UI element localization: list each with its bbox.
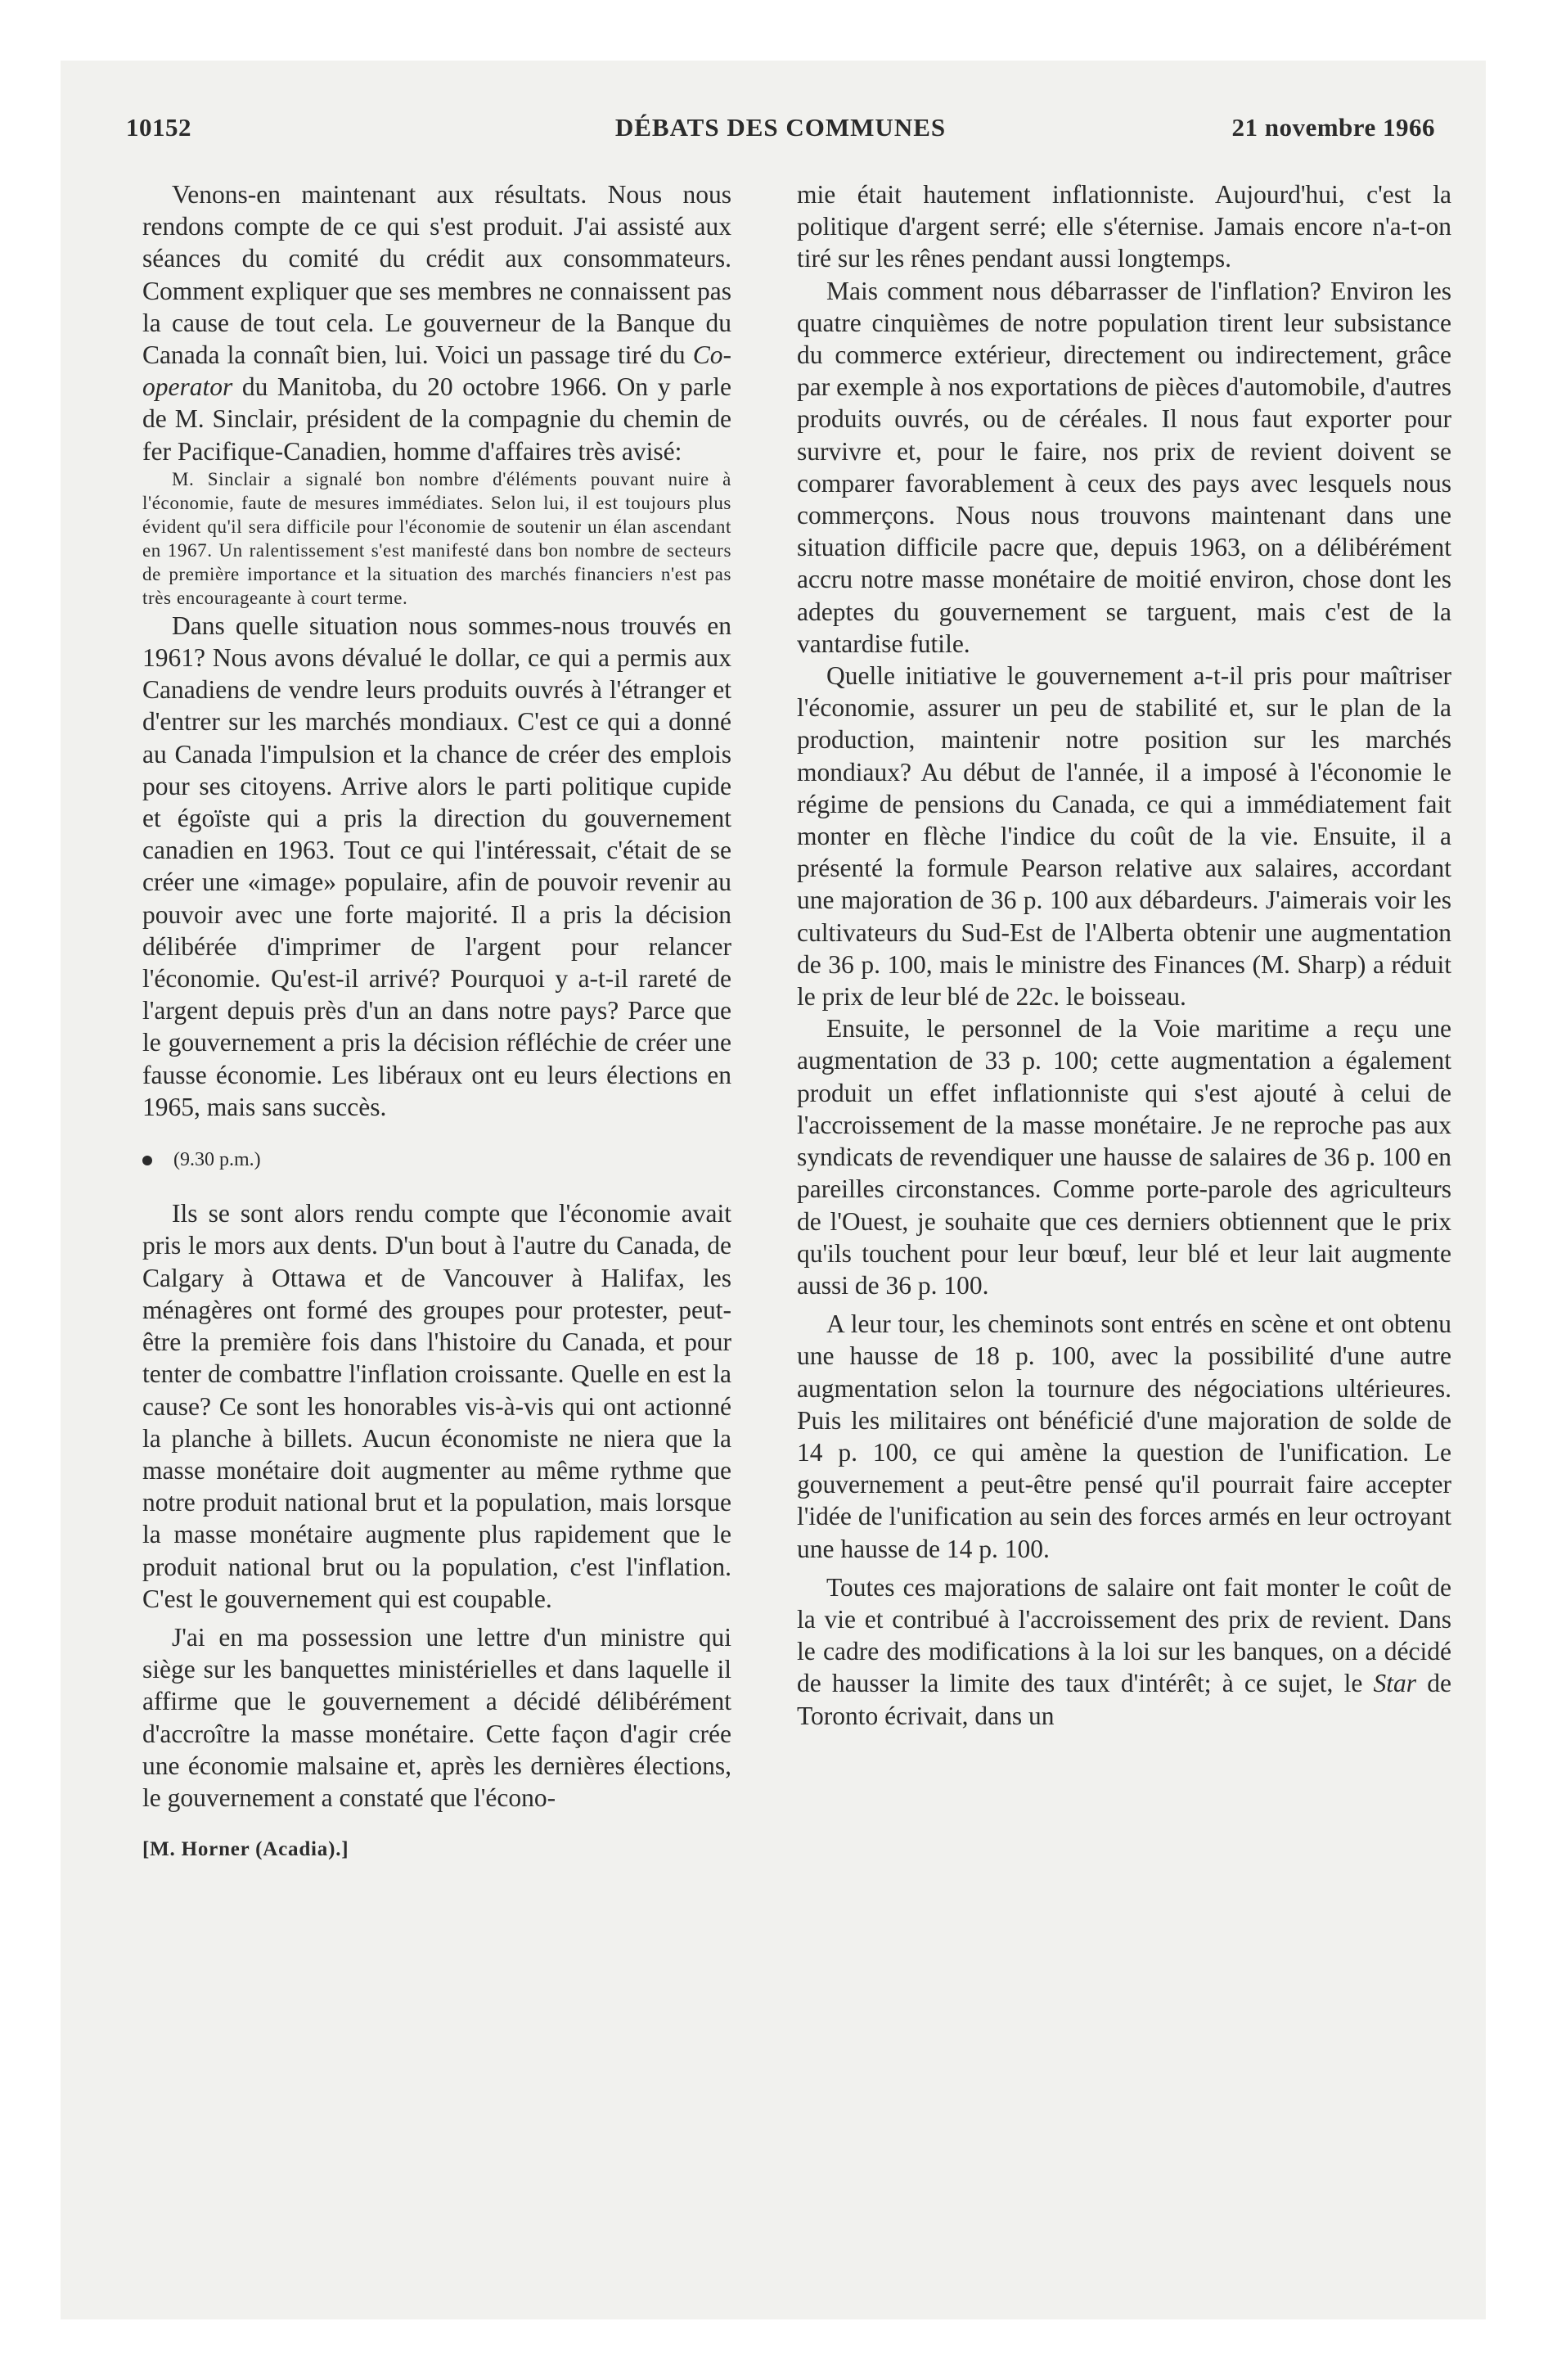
paragraph: A leur tour, les cheminots sont entrés en scène et ont obtenu une hausse de 18 p. 100, avec la possibilité d'une autre augmentation selon la tournure des négociations ultérieures. Puis les militaires ont bénéficié d'une majoration de solde de 14 p. 100, ce qui amène la question de l'unification. Le gouvernement a peut-être pensé qu'il pourrait faire accepter l'idée de l'unification au sein des forces armés en leur octroyant une hausse de 14 p. 100. [797, 1309, 1451, 1563]
block-quote: M. Sinclair a signalé bon nombre d'éléments pouvant nuire à l'économie, faute de mesures immédiates. Selon lui, il est toujours plus évident qu'il sera difficile pour l'économie de soutenir un élan ascendant en 1967. Un ralentissement s'est manifesté dans bon nombre de secteurs de première importance et la situation des marchés financiers n'est pas très encourageante à court terme. [142, 468, 731, 608]
left-column [142, 178, 731, 1865]
paragraph: Ils se sont alors rendu compte que l'économie avait pris le mors aux dents. D'un bout à l'autre du Canada, de Calgary à Ottawa et de Vancouver à Halifax, les ménagères ont formé des groupes pour protester, peut-être la première fois dans l'histoire du Canada, et pour tenter de combattre l'inflation croissante. Quelle en est la cause? Ce sont les honorables vis-à-vis qui ont actionné la planche à billets. Aucun économiste ne niera que la masse monétaire doit augmenter au même rythme que notre produit national brut et la population, mais lorsque la masse monétaire augmente plus rapidement que le produit national brut ou la population, c'est l'inflation. C'est le gouvernement qui est coupable. [142, 1199, 731, 1613]
paragraph: Ensuite, le personnel de la Voie maritime a reçu une augmentation de 33 p. 100; cette augmentation a également produit un effet inflationniste qui s'est ajouté à celui de l'accroissement de la masse monétaire. Je ne reproche pas aux syndicats de revendiquer une hausse de salaires de 36 p. 100 en pareilles circonstances. Comme porte-parole des agriculteurs de l'Ouest, je souhaite que ces derniers obtiennent que le prix qu'ils touchent pour leur bœuf, leur blé et leur lait augmente aussi de 36 p. 100. [797, 1014, 1451, 1300]
paragraph: mie était hautement inflationniste. Aujourd'hui, c'est la politique d'argent serré; elle s'éternise. Jamais encore n'a-t-on tiré sur les rênes pendant aussi longtemps. [797, 180, 1451, 273]
paragraph: Toutes ces majorations de salaire ont fait monter le coût de la vie et contribué à l'accroissement des prix de revient. Dans le cadre des modifications à la loi sur les banques, on a décidé de hausser la limite des taux d'intérêt; à ce sujet, le Star de Toronto écrivait, dans un [797, 1572, 1451, 1730]
right-column [797, 178, 1451, 1732]
paragraph: Venons-en maintenant aux résultats. Nous nous rendons compte de ce qui s'est produit. J'ai assisté aux séances du comité du crédit aux consommateurs. Comment expliquer que ses membres ne connaissent pas la cause de tout cela. Le gouverneur de la Banque du Canada la connaît bien, lui. Voici un passage tiré du Co-operator du Manitoba, du 20 octobre 1966. On y parle de M. Sinclair, président de la compagnie du chemin de fer Pacifique-Canadien, homme d'affaires très avisé: [142, 180, 732, 466]
timestamp [142, 1144, 731, 1176]
publication-name: Co-operator [142, 340, 731, 402]
bullet-icon [142, 1156, 152, 1165]
publication-name: Star [1373, 1669, 1417, 1698]
page-date: 21 novembre 1966 [1231, 113, 1435, 142]
page-number: 10152 [126, 113, 191, 142]
paragraph: Dans quelle situation nous sommes-nous trouvés en 1961? Nous avons dévalué le dollar, ce qui a permis aux Canadiens de vendre leurs produits ouvrés à l'étranger et d'entrer sur les marchés mondiaux. C'est ce qui a donné au Canada l'impulsion et la chance de créer des emplois pour ses citoyens. Arrive alors le parti politique cupide et égoïste qui a pris la direction du gouvernement canadien en 1963. Tout ce qui l'intéressait, c'était de se créer une «image» populaire, afin de pouvoir revenir au pouvoir avec une forte majorité. Il a pris la décision délibérée d'imprimer de l'argent pour relancer l'économie. Qu'est-il arrivé? Pourquoi y a-t-il rareté de l'argent depuis près d'un an dans notre pays? Parce que le gouvernement a pris la décision réfléchie de créer une fausse économie. Les libéraux ont eu leurs élections en 1965, mais sans succès. [142, 611, 731, 1121]
page-header [126, 113, 1435, 154]
paragraph: J'ai en ma possession une lettre d'un ministre qui siège sur les banquettes ministérielles et dans laquelle il affirme que le gouvernement a décidé délibérément d'accroître la masse monétaire. Cette façon d'agir crée une économie malsaine et, après les dernières élections, le gouvernement a constaté que l'écono- [142, 1622, 731, 1812]
timestamp-text: (9.30 p.m.) [173, 1149, 261, 1171]
paragraph: Quelle initiative le gouvernement a-t-il pris pour maîtriser l'économie, assurer un peu de stabilité et, sur le plan de la production, maintenir notre position sur les marchés mondiaux? Au début de l'année, il a imposé à l'économie le régime de pensions du Canada, ce qui a immédiatement fait monter en flèche l'indice du coût de la vie. Ensuite, il a présenté la formule Pearson relative aux salaires, accordant une majoration de 36 p. 100 aux débardeurs. J'aimerais voir les cultivateurs du Sud-Est de l'Alberta obtenir une augmentation de 36 p. 100, mais le ministre des Finances (M. Sharp) a réduit le prix de leur blé de 22c. le boisseau. [797, 661, 1451, 1012]
publication-title: DÉBATS DES COMMUNES [614, 113, 947, 142]
paragraph: Mais comment nous débarrasser de l'inflation? Environ les quatre cinquièmes de notre population tirent leur subsistance du commerce extérieur, directement ou indirectement, grâce par exemple à nos exportations de pièces d'automobile, d'autres produits ouvrés, ou de céréales. Il nous faut exporter pour survivre et, pour le faire, nos prix de revient doivent se comparer favorablement à ceux des pays avec lesquels nous commerçons. Nous nous trouvons maintenant dans une situation difficile pacre que, depuis 1963, on a délibérément accru notre masse monétaire de moitié environ, chose dont les adeptes du gouvernement se targuent, mais c'est de la vantardise futile. [797, 276, 1451, 658]
speaker-byline: [M. Horner (Acadia).] [142, 1838, 349, 1861]
